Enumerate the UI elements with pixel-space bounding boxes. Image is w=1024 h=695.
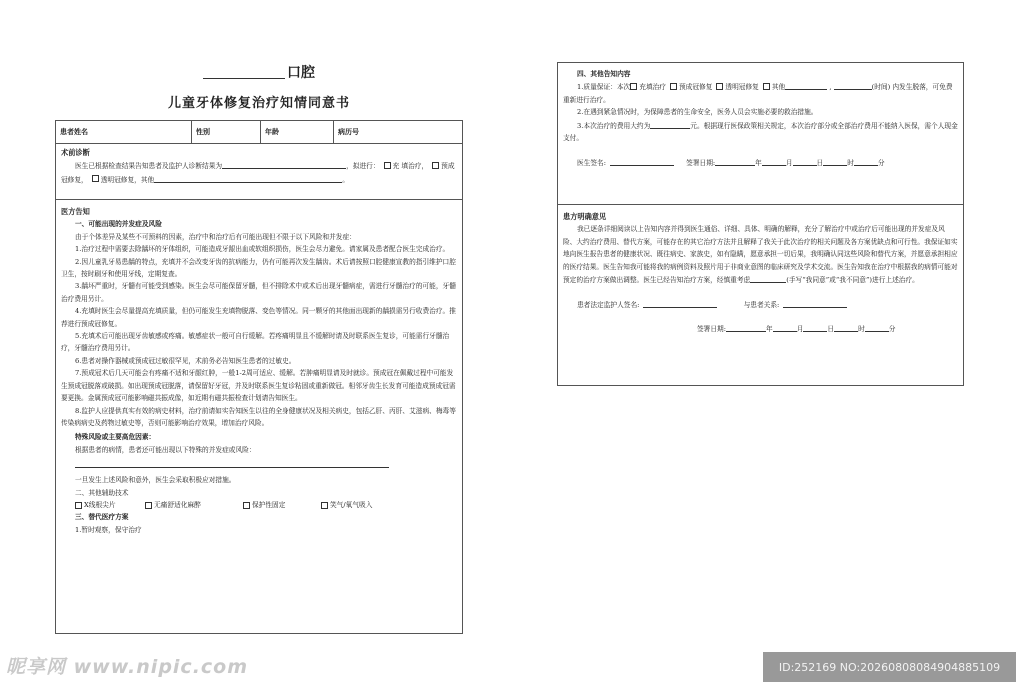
risk-item-8: 8.监护人应提供真实有效的病史材料，治疗前请如实告知医生以往的全身健康状况及相关病史，包括乙肝、丙肝、艾滋病、梅毒等传染病病史及药物过敏史等，否则可能影响治疗效果，增加治疗风险。 [61,406,456,427]
watermark-logo: 昵享网 www.nipic.com [6,656,249,678]
risk-item-3: 3.龋坏严重时，牙髓有可能受到感染。医生会尽可能保留牙髓，但不排除术中或术后出现牙髓病症，需进行牙髓治疗的可能，牙髓治疗费用另计。 [61,282,456,303]
guardian-year-field[interactable] [726,322,766,332]
unit-h2: 时 [858,324,865,333]
cost-text [563,119,958,145]
opinion-text2: (手写“我同意”或“我不同意”)进行上述治疗。 [786,276,919,285]
preop-text [61,159,457,186]
aux-label-2: 无痛舒适化麻醉 [154,500,201,509]
unit-d2: 日 [827,324,835,333]
doctor-sign-field[interactable] [610,156,674,166]
risk-intro: 由于个体差异及某些不可预料的因素，治疗中和治疗后有可能出现但不限于以下风险和并发症： [75,232,356,241]
q1-other-checkbox[interactable] [763,83,770,90]
preop-t4: 。 [342,175,349,184]
guardian-date-label: 签署日期: [697,324,727,333]
doctor-min-field[interactable] [854,156,878,166]
risk-item-4: 4.充填时医生会尽量提高充填质量，但仍可能发生充填物脱落、变色等情况。同一颗牙的其他面出现新的龋损需另行收费治疗。推荐进行预成冠修复。 [61,307,456,328]
special-risk-text: 根据患者的病情，患者还可能出现以下特殊的并发症或风险： [75,445,256,454]
unit-y2: 年 [766,324,773,333]
q1o1: 充填治疗 [639,83,666,92]
option-crown-checkbox[interactable] [432,162,439,169]
unit-min2: 分 [888,324,896,333]
nitrous-checkbox[interactable] [321,502,328,509]
unit-h: 时 [847,159,854,168]
risk-item-1: 1.治疗过程中需要去除龋坏的牙体组织，可能造成牙龈出血或软组织损伤，医生会尽力避免。请家属及患者配合医生完成治疗。 [75,245,450,254]
doctor-year-field[interactable] [715,156,755,166]
q1o4: 其他 [771,83,786,92]
preop-diagnosis-section [56,144,462,200]
unit-m: 月 [785,159,793,168]
special-risk-blank [75,466,389,468]
diagnosis-blank [222,159,346,169]
aux-subtitle: 二、其他辅助技术 [75,488,129,497]
q1-clear-crown-checkbox[interactable] [716,83,723,90]
q1-crown-checkbox[interactable] [670,83,677,90]
relation-field[interactable] [783,298,847,308]
advice-title: 医方告知 [61,207,90,216]
aux-option-2[interactable] [141,499,239,511]
cost-blank [650,119,690,129]
opinion-title: 患方明确意见 [563,212,607,221]
alt-item-1: 1.暂时观察，保守治疗 [75,525,142,534]
q1-other-blank [785,80,827,90]
option-fill-checkbox[interactable] [384,162,391,169]
q1o3: 透明冠修复 [725,83,759,92]
preop-o3: 透明冠修复，其他 [100,175,155,184]
risk-item-2: 2.因儿童乳牙易患龋的特点，充填并不会改变牙齿的抗病能力，仍有可能再次发生龋齿。术后请按照口腔健康宣教的指引维护口腔卫生，按时刷牙和使用牙线，定期复查。 [61,257,456,279]
unit-d: 日 [816,159,824,168]
aux-label-3: 保护性固定 [252,500,286,509]
aux-options [61,499,457,511]
aux-option-4[interactable] [317,499,372,511]
q3b: 元。根据现行医保政策相关规定，本次治疗部分或全部治疗费用不能纳入医保，需个人现金支付。 [563,121,958,143]
opinion-text1: 我已逐条详细阅读以上告知内容并得到医生通俗、详细、具体、明确的解释，充分了解治疗中或治疗后可能出现的并发症及风险、大约治疗费用、替代方案，可能存在的其它治疗方法并且解释了我关于此次治疗的相关问题及各方案优缺点和可行性。我保证如实地向医生报告患者的健康状况、既往病史、家族史，如有隐瞒，愿意承担一切后果，我明确认同这些风险和替代方案，并愿意承担相应的医疗结果。医生告知我可能将我的病例资料及照片用于非商业意图的临床研究及学术交流。医生告知我在治疗中根据我的病情可能对预定的治疗方案做出调整。医生已经告知治疗方案，经慎重考虑 [563,225,958,285]
patient-opinion-section [558,205,963,385]
doctor-sign-label: 医生签名: [577,159,607,168]
preop-o2: 预成冠修复， [61,162,455,184]
doctor-month-field[interactable] [762,156,786,166]
risk-item-7: 7.预成冠术后几天可能会有疼痛不适和牙龈红肿，一般1-2周可适应、缓解。若肿痛明显请及时就诊。预成冠在佩戴过程中可能发生预成冠脱落或破损。如出现预成冠脱落，请保留好牙冠，并及时联系医生复诊粘固或重新做冠。相邻牙齿生长发育可能造成预成冠需要更换。金属预成冠可能影响磁共振成像，如近期有磁共振检查计划请告知医生。 [61,369,456,403]
guardian-month-field[interactable] [773,322,797,332]
guardian-date-row [563,322,958,335]
guardian-sign-field[interactable] [643,298,717,308]
anesthesia-checkbox[interactable] [145,502,152,509]
consent-handwrite-blank[interactable] [750,273,786,283]
aux-label-4: 笑气/氧气吸入 [330,500,373,509]
aux-option-3[interactable] [239,499,317,511]
unit-m2: 月 [796,324,804,333]
doctor-date-label: 签署日期: [686,159,716,168]
other-title: 四、其他告知内容 [577,70,631,78]
risk-item-5: 5.充填术后可能出现牙齿敏感或疼痛。敏感症状一般可自行缓解。若疼痛明显且不缓解时请及时联系医生复诊，可能需行牙髓治疗，牙髓治疗费用另计。 [61,332,450,353]
doctor-sign-row [563,156,958,169]
age-cell [261,121,334,143]
doctor-hour-field[interactable] [823,156,847,166]
hospital-name-blank [203,64,285,79]
aux-option-1[interactable] [75,499,141,511]
special-risk-title: 特殊风险或主要高危因素： [75,433,156,442]
patient-name-cell [56,121,192,143]
consent-form-page2 [557,62,964,386]
q1-time-blank [834,80,872,90]
alt-subtitle: 三、替代医疗方案 [75,513,129,522]
guardian-label: 患者法定监护人签名: [577,301,640,310]
age-label: 年龄 [265,127,279,136]
preop-t2: ，拟进行： [346,162,380,171]
patient-info-row [56,121,462,144]
gender-label: 性别 [196,127,210,136]
unit-min: 分 [877,159,885,168]
guardian-min-field[interactable] [865,322,889,332]
fixation-checkbox[interactable] [243,502,250,509]
doctor-day-field[interactable] [793,156,817,166]
remedy-text: 一旦发生上述风险和意外，医生会采取积极应对措施。 [75,476,236,485]
document-header [55,62,463,111]
other-treatment-blank [154,173,342,183]
gender-cell [192,121,261,143]
preop-t3: 填治疗， [401,162,429,171]
consent-form-page1 [55,120,463,634]
preop-t1: 医生已根据检查结果告知患者及监护人诊断结果为 [75,162,223,171]
department-line [55,62,463,82]
medical-advice-section [56,200,462,633]
department-label: 口腔 [287,65,315,81]
record-label: 病历号 [338,127,359,136]
q1o2: 预成冠修复 [678,83,713,92]
xray-checkbox[interactable] [75,502,82,509]
preop-o1: 充 [392,162,400,171]
q1a: 1.质量保证：本次 [577,83,631,92]
risk-item-6: 6.患者对操作器械或预成冠过敏很罕见，术前务必告知医生患者的过敏史。 [75,356,296,365]
opinion-text [563,223,958,286]
q1b: (时间) [871,83,891,92]
q3a: 3.本次治疗的费用大约为 [577,121,651,130]
emergency-text: 2.在遇到紧急情况时，为保障患者的生命安全，医务人员会实施必要的救治措施。 [577,108,818,117]
document-title: 儿童牙体修复治疗知情同意书 [167,96,350,111]
watermark-id: ID:252169 NO:20260808084904885109 [763,652,1016,682]
quality-guarantee: 1.质量保证：本次 充填治疗 预成冠修复 透明冠修复 其他 , (时间) 内发生脱落，可免费重新进行治疗。 [563,80,958,106]
patient-name-label: 患者姓名 [60,127,88,136]
aux-label-1: X线根尖片 [84,500,116,509]
q1-fill-checkbox[interactable] [630,83,637,90]
record-cell [334,121,462,143]
unit-y: 年 [755,159,762,168]
guardian-sign-row [563,298,958,311]
other-info-section [558,63,963,205]
option-clear-crown-checkbox[interactable] [92,175,99,182]
q1c: 内发生脱落，可免费重新进行治疗。 [563,83,953,104]
risk-subtitle: 一、可能出现的并发症及风险 [75,220,162,229]
guardian-hour-field[interactable] [834,322,858,332]
guardian-day-field[interactable] [803,322,827,332]
relation-label: 与患者关系: [743,301,780,310]
preop-title: 术前诊断 [61,148,90,157]
